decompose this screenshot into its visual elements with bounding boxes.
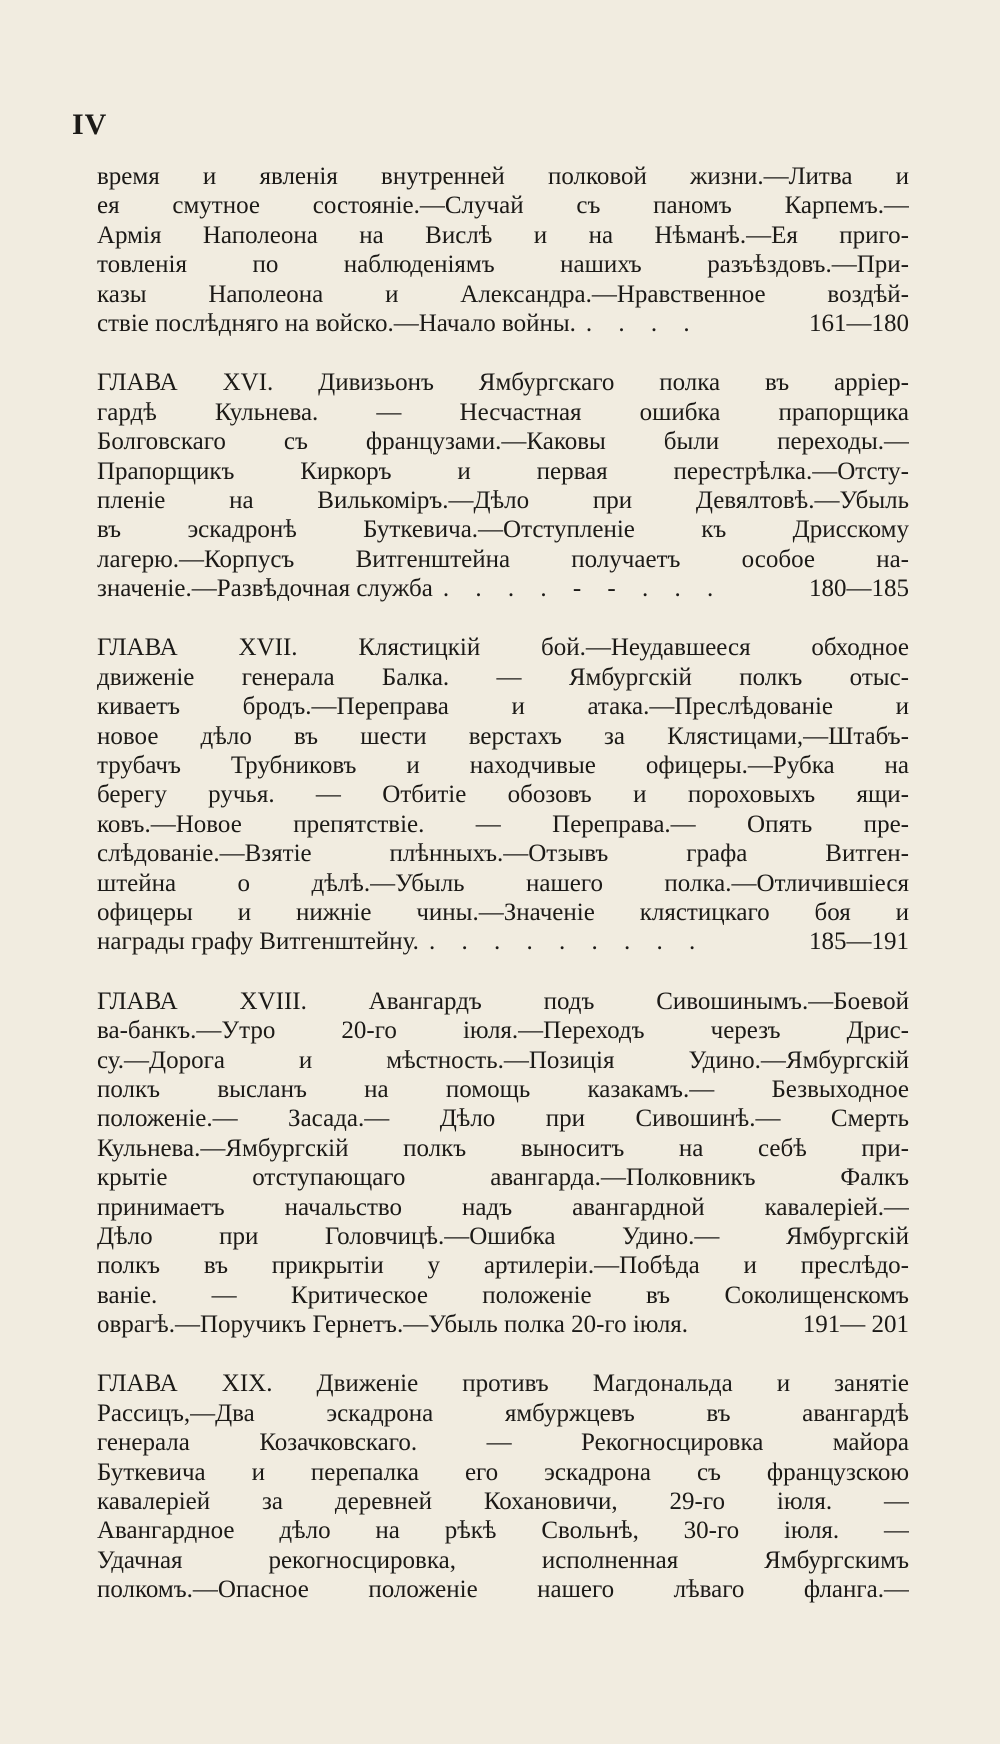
toc-last-line	[97, 1310, 909, 1339]
toc-line: берегу ручья. — Отбитіе обозовъ и пороховыхъ ящи-	[97, 781, 909, 809]
toc-line: казы Наполеона и Александра.—Нравственное воздѣй-	[97, 280, 909, 308]
toc-line: значеніе.—Развѣдочная служба	[97, 575, 433, 603]
toc-entry-continuation	[97, 162, 909, 338]
toc-line: гардѣ Кульнева. — Несчастная ошибка прапорщика	[97, 398, 909, 426]
toc-entry-chapter-19	[97, 1369, 909, 1604]
toc-line: Армія Наполеона на Вислѣ и на Нѣманѣ.—Ея приго-	[97, 221, 909, 249]
toc-line: слѣдованіе.—Взятіе плѣнныхъ.—Отзывъ графа Витген-	[97, 840, 909, 868]
toc-last-line	[97, 574, 909, 603]
table-of-contents	[97, 162, 909, 1605]
toc-line: ва-банкъ.—Утро 20-го іюля.—Переходъ черезъ Дрис-	[97, 1017, 909, 1045]
toc-line: генерала Козачковскаго. — Рекогносцировка майора	[97, 1429, 909, 1457]
dot-leader: . . . . - - . . .	[442, 575, 724, 603]
page-range: 161—180	[809, 309, 909, 337]
toc-line: въ эскадронѣ Буткевича.—Отступленіе къ Дрисскому	[97, 516, 909, 544]
toc-line: лагерю.—Корпусъ Витгенштейна получаетъ особое на-	[97, 545, 909, 573]
toc-entry-chapter-16	[97, 368, 909, 603]
chapter-heading-line: ГЛАВА XVII. Клястицкій бой.—Неудавшееся обходное	[97, 634, 909, 662]
chapter-heading-line: ГЛАВА XVI. Дивизьонъ Ямбургскаго полка въ арріер-	[97, 369, 909, 397]
toc-line: полкомъ.—Опасное положеніе нашего лѣваго фланга.—	[97, 1576, 909, 1604]
toc-line: трубачъ Трубниковъ и находчивые офицеры.—Рубка на	[97, 752, 909, 780]
toc-line: пленіе на Вилькоміръ.—Дѣло при Девялтовѣ.—Убыль	[97, 486, 909, 514]
dot-leader: . . . .	[585, 309, 700, 337]
toc-line: движеніе генерала Балка. — Ямбургскій полкъ отыс-	[97, 663, 909, 691]
toc-entry-chapter-17	[97, 633, 909, 956]
toc-line: Удачная рекогносцировка, исполненная Ямбургскимъ	[97, 1546, 909, 1574]
page-range: 180—185	[809, 575, 909, 603]
toc-line: ваніе. — Критическое положеніе въ Соколищенскомъ	[97, 1281, 909, 1309]
chapter-heading-line: ГЛАВА XVIII. Авангардъ подъ Сивошинымъ.—Боевой	[97, 987, 909, 1015]
toc-line: су.—Дорога и мѣстность.—Позиція Удино.—Ямбургскій	[97, 1046, 909, 1074]
toc-line: положеніе.— Засада.— Дѣло при Сивошинѣ.— Смерть	[97, 1105, 909, 1133]
toc-line: ствіе послѣдняго на войско.—Начало войны.	[97, 309, 576, 337]
toc-line: время и явленія внутренней полковой жизни.—Литва и	[97, 163, 909, 190]
toc-entry-chapter-18	[97, 987, 909, 1340]
toc-line: новое дѣло въ шести верстахъ за Клястицами,—Штабъ-	[97, 722, 909, 750]
toc-line: Авангардное дѣло на рѣкѣ Свольнѣ, 30-го іюля. —	[97, 1517, 909, 1545]
toc-line: Болговскаго съ французами.—Каковы были переходы.—	[97, 428, 909, 456]
page-number: IV	[72, 108, 108, 141]
toc-line: полкъ высланъ на помощь казакамъ.— Безвыходное	[97, 1075, 909, 1103]
toc-line: полкъ въ прикрытіи у артилеріи.—Побѣда и преслѣдо-	[97, 1252, 909, 1280]
toc-line: оврагѣ.—Поручикъ Гернетъ.—Убыль полка 20-го іюля.	[97, 1311, 689, 1339]
toc-line: Прапорщикъ Киркоръ и первая перестрѣлка.—Отсту-	[97, 457, 909, 485]
toc-line: Кульнева.—Ямбургскій полкъ выноситъ на себѣ при-	[97, 1134, 909, 1162]
page-range: 185—191	[809, 928, 909, 956]
dot-leader: . . . . . . . . .	[428, 928, 706, 956]
toc-last-line	[97, 927, 909, 956]
toc-line: ковъ.—Новое препятствіе. — Переправа.— Опять пре-	[97, 810, 909, 838]
toc-line: офицеры и нижніе чины.—Значеніе клястицкаго боя и	[97, 898, 909, 926]
chapter-heading-line: ГЛАВА XIX. Движеніе противъ Магдональда и занятіе	[97, 1370, 909, 1398]
toc-last-line	[97, 309, 909, 338]
toc-line: Буткевича и перепалка его эскадрона съ французскою	[97, 1458, 909, 1486]
toc-line: кавалеріей за деревней Кохановичи, 29-го іюля. —	[97, 1488, 909, 1516]
toc-line: награды графу Витгенштейну.	[97, 928, 419, 956]
toc-line: Дѣло при Головчицѣ.—Ошибка Удино.— Ямбургскій	[97, 1222, 909, 1250]
toc-line: товленія по наблюденіямъ нашихъ разъѣздовъ.—При-	[97, 251, 909, 279]
toc-line: Рассицъ,—Два эскадрона ямбуржцевъ въ авангардѣ	[97, 1399, 909, 1427]
toc-line: ея смутное состояніе.—Случай съ паномъ Карпемъ.—	[97, 192, 909, 220]
toc-line: киваетъ бродъ.—Переправа и атака.—Преслѣдованіе и	[97, 693, 909, 721]
toc-line: крытіе отступающаго авангарда.—Полковникъ Фалкъ	[97, 1164, 909, 1192]
page-range: 191— 201	[802, 1311, 909, 1339]
toc-line: штейна о дѣлѣ.—Убыль нашего полка.—Отличившіеся	[97, 869, 909, 897]
toc-line: принимаетъ начальство надъ авангардной кавалеріей.—	[97, 1193, 909, 1221]
